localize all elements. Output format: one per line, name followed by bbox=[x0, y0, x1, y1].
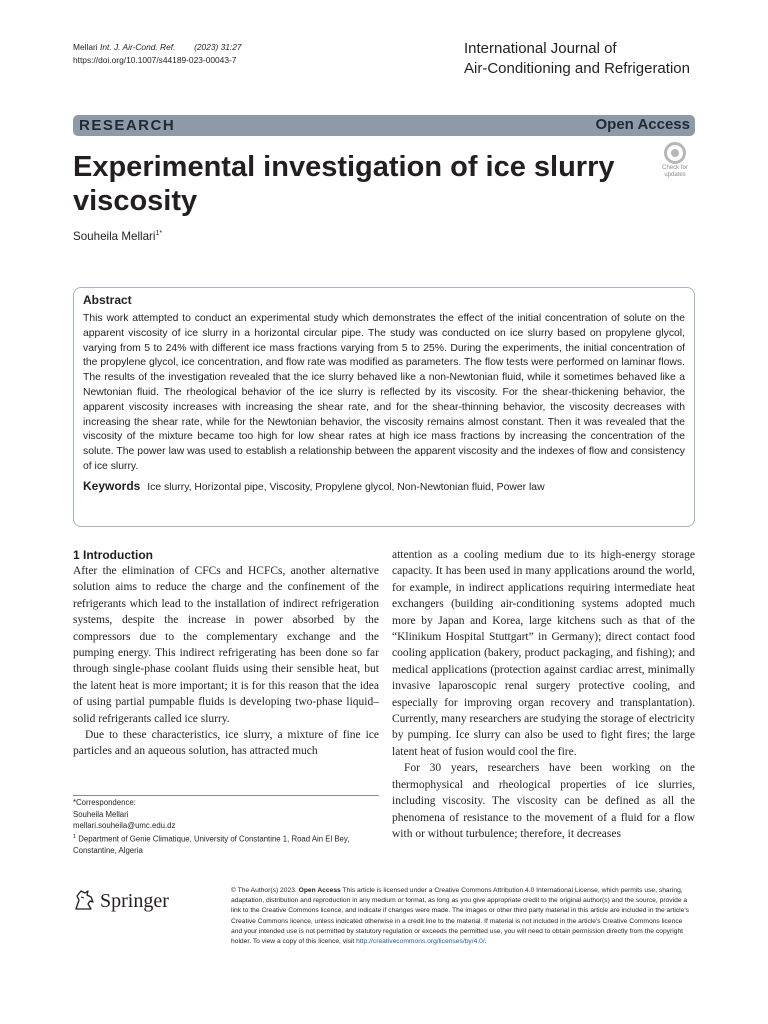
journal-name bbox=[464, 39, 690, 79]
right-column bbox=[392, 547, 695, 842]
keywords-list: Ice slurry, Horizontal pipe, Viscosity, Propylene glycol, Non-Newtonian fluid, Power law bbox=[147, 481, 545, 493]
abstract-text: This work attempted to conduct an experimental study which demonstrates the effect of the initial concentration of solute on the apparent viscosity of ice slurry in a horizontal circular pipe. The study was conducted on ice slurry based on propylene glycol, varying from 5 to 24% with different ice mass fractions varying from 5 to 25%. During the experiments, the initial concentration of the propylene glycol, ice concentration, and flow rate was modified as parameters. The flow tests were performed on laminar flows. The results of the investigation revealed that the ice slurry behaved like a non-Newtonian fluid, while it sometimes behaved like a Newtonian fluid. The rheological behavior of the ice slurry is reflected by its viscosity. For the shear-thickening behavior, the apparent viscosity increases with increasing the shear rate, and for the shear-thinning behavior, the viscosity decreases with increasing the shear rate, while for the Newtonian behavior, the viscosity remains almost constant. Then it was revealed that the viscosity of the mixture became too high for low shear rates at high ice mass fractions by increasing the concentration of the solute. The power law was used to establish a relationship between the apparent viscosity and the indexes of flow and consistency of ice slurry. bbox=[83, 313, 685, 472]
citation-line bbox=[73, 41, 242, 54]
abstract-heading: Abstract bbox=[83, 293, 132, 307]
year-volume: (2023) 31:27 bbox=[194, 42, 242, 52]
keywords-label: Keywords bbox=[83, 478, 141, 493]
springer-horse-icon bbox=[73, 888, 97, 912]
section-heading-introduction: 1 Introduction bbox=[73, 548, 153, 562]
article-type-banner bbox=[73, 115, 695, 136]
correspondence-name: Souheila Mellari bbox=[73, 809, 129, 819]
open-access-label: Open Access bbox=[595, 116, 690, 133]
author-name[interactable]: Souheila Mellari bbox=[73, 230, 156, 243]
check-updates-line2: updates bbox=[664, 171, 686, 178]
footnote-divider bbox=[73, 795, 379, 796]
intro-paragraph-1: After the elimination of CFCs and HCFCs, another alternative solution aims to reduce the charge and the confinement of the refrigerants which lead to the installation of indirect refrigeration systems, despite the increase in power absorbed by the compressors due to the complementary exchange and the pumping energy. This indirect refrigerating has been done so far through single-phase coolant fluids using their sensible heat, but the latent heat is more important; it is for this reason that the idea of using partial pumpable fluids is developing two-phase liquid–solid refrigerants called ice slurry. bbox=[73, 565, 379, 725]
license-end: . bbox=[484, 938, 487, 946]
journal-name-line2: Air-Conditioning and Refrigeration bbox=[464, 60, 690, 77]
check-updates-line1: Check for bbox=[662, 165, 688, 171]
intro-paragraph-2-continued: attention as a cooling medium due to its high-energy storage capacity. It has been used in many applications around the world, for example, in indirect applications requiring intermediate heat exchangers (building air-conditioning systems adopted much more by Japan and Korea, large kitchens such as that of the “Klinikum Hospital Stuttgart” in Germany); direct contact food cooling application (bakery, product packaging, and fishing); and medical applications (protection against cardiac arrest, minimally invasive laparoscopic renal surgery protective cooling, and especially for improving organ recovery and transplantation). Currently, many researchers are studying the storage of electricity by pumping. Ice slurry can also be used to fight fires; the large latent heat of fusion would cool the fire. bbox=[392, 549, 695, 758]
intro-paragraph-3: For 30 years, researchers have been working on the thermophysical and rheological properties of ice slurries, including viscosity. The viscosity can be defined as all the phenomena of resistance to the movement of a fluid for a flow with or without turbulence; therefore, it decreases bbox=[392, 762, 695, 840]
correspondence-label: *Correspondence: bbox=[73, 798, 136, 807]
license-text bbox=[231, 886, 695, 947]
footnote bbox=[73, 797, 379, 857]
author-line bbox=[73, 230, 162, 243]
article-type-label: RESEARCH bbox=[79, 117, 176, 134]
license-link[interactable]: http://creativecommons.org/licenses/by/4.0/ bbox=[356, 938, 485, 946]
keywords-line bbox=[83, 479, 685, 495]
affiliation-text: Department of Genie Climatique, University of Constantine 1, Road Ain El Bey, Constantine, Algeria bbox=[73, 834, 350, 855]
author-affiliation-mark: 1* bbox=[155, 230, 163, 238]
check-for-updates-badge[interactable] bbox=[656, 142, 694, 180]
journal-name-line1: International Journal of bbox=[464, 40, 617, 57]
journal-abbrev: Int. J. Air-Cond. Ref. bbox=[100, 42, 176, 52]
author-short: Mellari bbox=[73, 42, 98, 52]
check-updates-icon bbox=[664, 142, 686, 164]
copyright-notice: © The Author(s) 2023. bbox=[231, 887, 297, 894]
open-access-note: Open Access bbox=[298, 887, 341, 894]
publisher-name: Springer bbox=[100, 890, 169, 912]
intro-paragraph-2: Due to these characteristics, ice slurry, a mixture of fine ice particles and an aqueous solution, has attracted much bbox=[73, 729, 379, 758]
abstract-box bbox=[73, 287, 695, 527]
running-header bbox=[73, 41, 242, 67]
doi-link[interactable]: https://doi.org/10.1007/s44189-023-00043-7 bbox=[73, 55, 237, 65]
article-title: Experimental investigation of ice slurry viscosity bbox=[73, 151, 615, 217]
affiliation-number: 1 bbox=[73, 833, 77, 840]
license-body: This article is licensed under a Creative Commons Attribution 4.0 International License, which permits use, sharing, adaptation, distribution and reproduction in any medium or format, as long as you give appropriate credit to the original author(s) and the source, provide a link to the Creative Commons licence, and indicate if changes were made. The images or other third party material in this article are included in the article's Creative Commons licence, unless indicated otherwise in a credit line to the material. If material is not included in the article's Creative Commons licence and your intended use is not permitted by statutory regulation or exceeds the permitted use, you will need to obtain permission directly from the copyright holder. To view a copy of this licence, visit bbox=[231, 887, 689, 946]
correspondence-email[interactable]: mellari.souheila@umc.edu.dz bbox=[73, 821, 176, 831]
left-column bbox=[73, 547, 379, 760]
affiliation bbox=[73, 832, 379, 857]
